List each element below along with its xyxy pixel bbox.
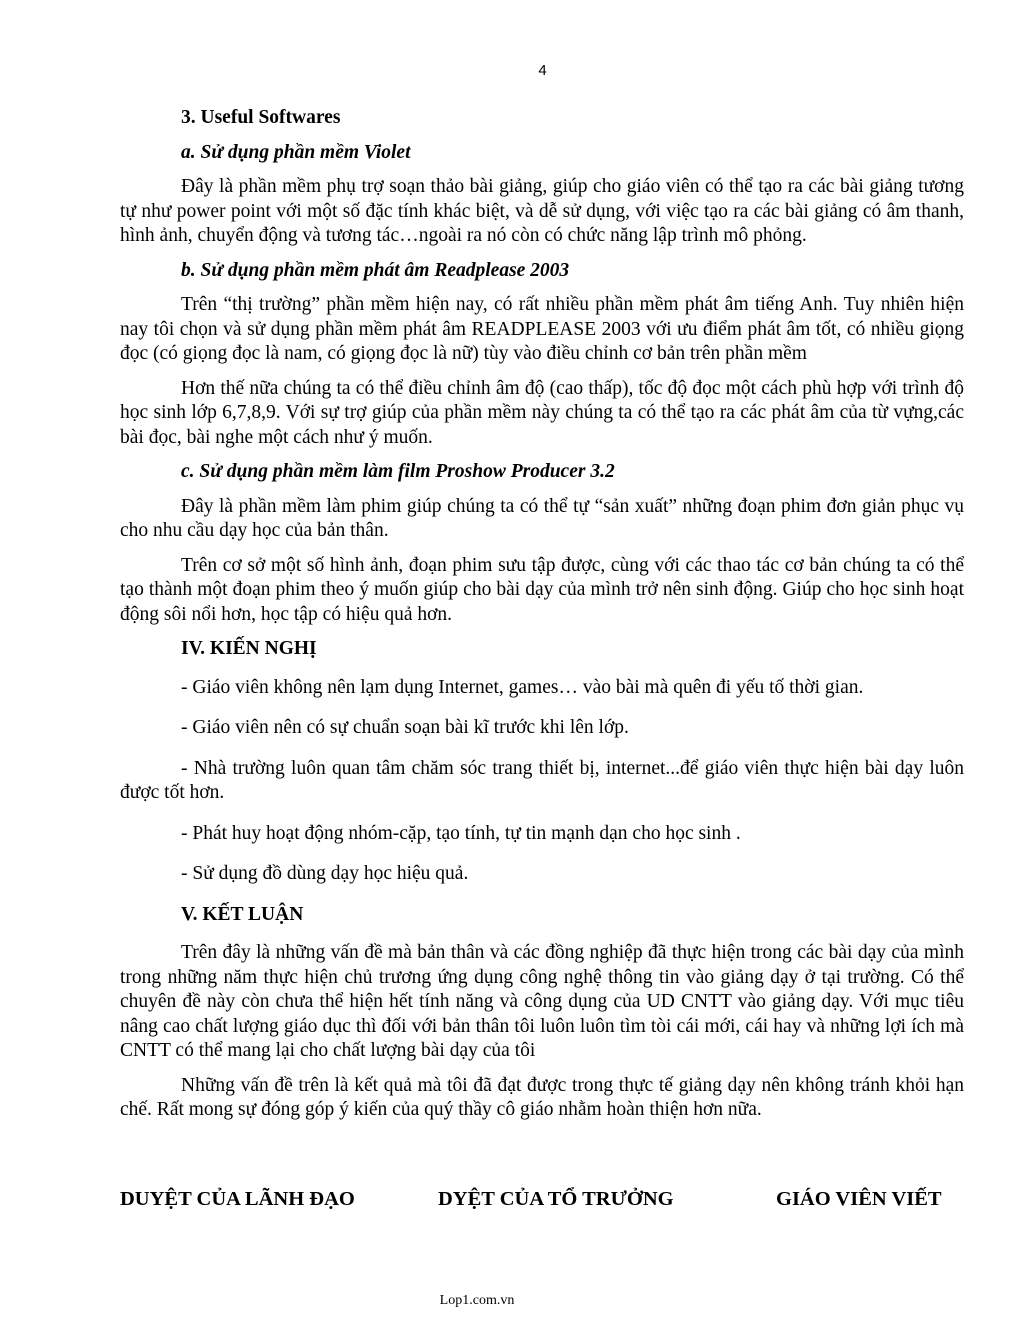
paragraph-violet: Đây là phần mềm phụ trợ soạn thảo bài giảng, giúp cho giáo viên có thể tạo ra các bài giảng tương tự như power point với một số đặc tính khác biệt, và dễ sử dụng, với việc tạo ra các bài giảng có âm thanh, hình ảnh, chuyển động và tương tác…ngoài ra nó còn có chức năng lập trình mô phỏng. (120, 176, 964, 246)
document-body (120, 106, 964, 1133)
signature-team-leader: DYỆT CỦA TỔ TRƯỞNG (438, 1188, 674, 1210)
subsection-title-readplease: b. Sử dụng phần mềm phát âm Readplease 2003 (181, 259, 570, 281)
recommendation-item: - Phát huy hoạt động nhóm-cặp, tạo tính, tự tin mạnh dạn cho học sinh . (181, 822, 741, 844)
paragraph-proshow-1: Đây là phần mềm làm phim giúp chúng ta có thể tự “sản xuất” những đoạn phim đơn giản phục vụ cho nhu cầu dạy học của bản thân. (120, 495, 964, 541)
paragraph-readplease-1: Trên “thị trường” phần mềm hiện nay, có rất nhiều phần mềm phát âm tiếng Anh. Tuy nhiên hiện nay tôi chọn và sử dụng phần mềm phát âm READPLEASE 2003 với ưu điểm phát âm tốt, có nhiều giọng đọc (có giọng đọc là nam, có giọng đọc là nữ) tùy vào điều chỉnh cơ bản trên phần mềm (120, 294, 964, 364)
recommendation-item: - Nhà trường luôn quan tâm chăm sóc trang thiết bị, internet...để giáo viên thực hiện bài dạy luôn được tốt hơn. (120, 757, 964, 803)
section-title-conclusion: V. KẾT LUẬN (181, 903, 304, 925)
section-title-useful-softwares: 3. Useful Softwares (181, 107, 341, 128)
paragraph-proshow-2: Trên cơ sở một số hình ảnh, đoạn phim sưu tập được, cùng với các thao tác cơ bản chúng ta có thể tạo thành một đoạn phim theo ý muốn giúp cho bài dạy của mình trở nên sinh động. Giúp cho học sinh hoạt động sôi nổi hơn, học tập có hiệu quả hơn. (120, 554, 964, 625)
paragraph-conclusion-2: Những vấn đề trên là kết quả mà tôi đã đạt được trong thực tế giảng dạy nên không tránh khỏi hạn chế. Rất mong sự đóng góp ý kiến của quý thầy cô giáo nhằm hoàn thiện hơn nữa. (120, 1074, 964, 1120)
footer-website: Lop1.com.vn (439, 1293, 515, 1308)
recommendation-item: - Giáo viên nên có sự chuẩn soạn bài kĩ trước khi lên lớp. (181, 717, 629, 738)
signature-teacher: GIÁO VIÊN VIẾT (776, 1188, 942, 1210)
paragraph-readplease-2: Hơn thế nữa chúng ta có thể điều chỉnh âm độ (cao thấp), tốc độ đọc một cách phù hợp với trình độ học sinh lớp 6,7,8,9. Với sự trợ giúp của phần mềm này chúng ta có thể tạo ra các phát âm của từ vựng,các bài đọc, bài nghe một cách như ý muốn. (120, 377, 964, 448)
signature-leadership: DUYỆT CỦA LÃNH ĐẠO (120, 1188, 355, 1210)
section-title-recommendations: IV. KIẾN NGHỊ (181, 638, 317, 659)
page-number: 4 (538, 62, 547, 79)
recommendation-item: - Giáo viên không nên lạm dụng Internet, games… vào bài mà quên đi yếu tố thời gian. (181, 676, 864, 698)
signature-row (120, 1188, 964, 1218)
paragraph-conclusion-1: Trên đây là những vấn đề mà bản thân và các đồng nghiệp đã thực hiện trong các bài dạy của mình trong những năm thực hiện chủ trương ứng dụng công nghệ thông tin vào giảng dạy ở tại trường. Có thể chuyên đề này còn chưa thể hiện hết tính năng và công dụng của UD CNTT vào giảng dạy. Với mục tiêu nâng cao chất lượng giáo dục thì đối với bản thân tôi luôn luôn tìm tòi cái mới, cái hay và những lợi ích mà CNTT có thể mang lại cho chất lượng bài dạy của tôi (120, 942, 964, 1061)
subsection-title-proshow: c. Sử dụng phần mềm làm film Proshow Producer 3.2 (181, 461, 615, 482)
subsection-title-violet: a. Sử dụng phần mềm Violet (181, 141, 411, 163)
recommendation-item: - Sử dụng đồ dùng dạy học hiệu quả. (181, 863, 469, 884)
